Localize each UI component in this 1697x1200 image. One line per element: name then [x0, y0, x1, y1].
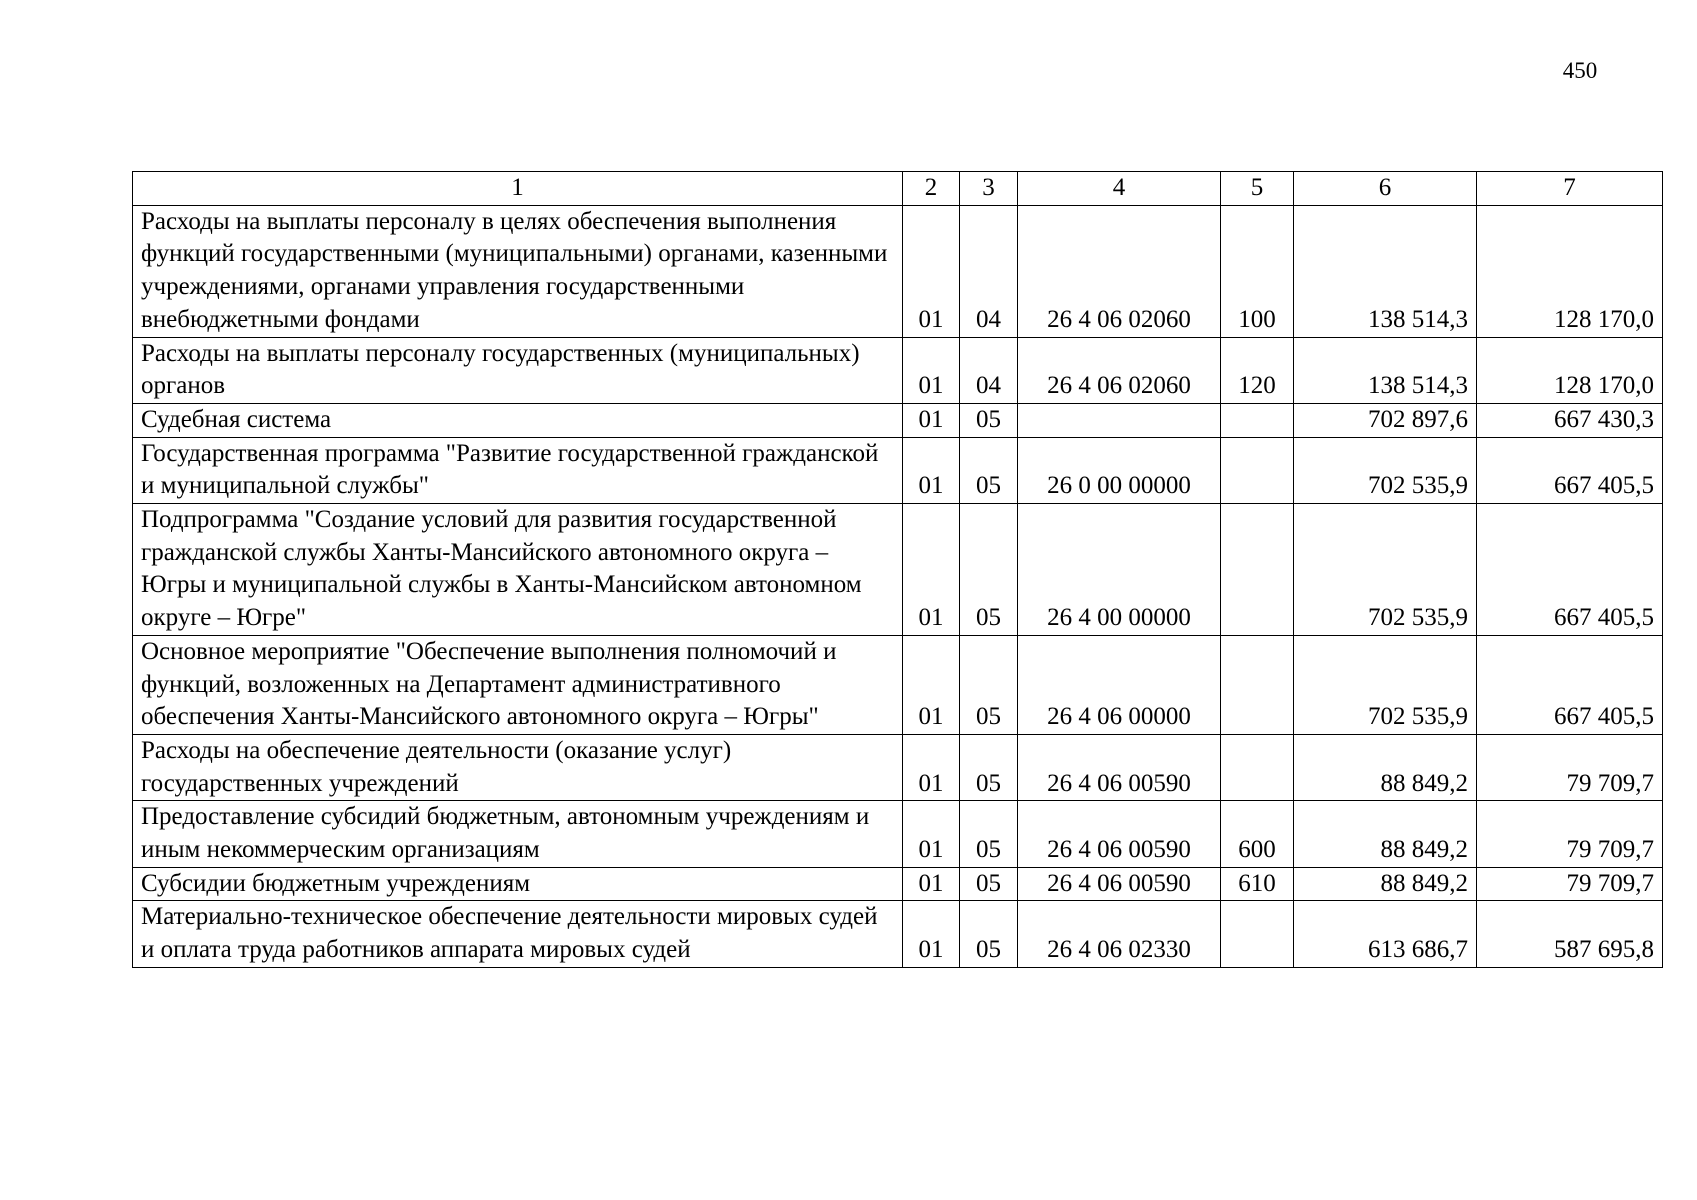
page-number: 450	[1562, 58, 1598, 83]
expense-type-cell	[1221, 504, 1294, 636]
section-code-cell: 01	[903, 901, 960, 967]
amount-year2-cell: 128 170,0	[1477, 337, 1663, 403]
expense-type-cell	[1221, 734, 1294, 800]
target-article-cell: 26 4 06 00590	[1018, 734, 1221, 800]
table-row	[133, 635, 1663, 734]
section-code-cell: 01	[903, 867, 960, 901]
amount-year1-cell: 702 535,9	[1294, 437, 1477, 503]
row-name-cell: Расходы на обеспечение деятельности (оказание услуг) государственных учреждений	[133, 734, 903, 800]
expense-type-cell	[1221, 635, 1294, 734]
section-code-cell: 01	[903, 403, 960, 437]
row-name-cell: Основное мероприятие "Обеспечение выполнения полномочий и функций, возложенных на Департамент административного обеспечения Ханты-Мансийского автономного округа – Югры"	[133, 635, 903, 734]
row-name-cell: Субсидии бюджетным учреждениям	[133, 867, 903, 901]
subsection-code-cell: 05	[960, 437, 1018, 503]
table-row	[133, 504, 1663, 636]
target-article-cell: 26 4 06 00590	[1018, 801, 1221, 867]
target-article-cell	[1018, 403, 1221, 437]
subsection-code-cell: 05	[960, 867, 1018, 901]
column-header: 7	[1477, 172, 1663, 206]
amount-year1-cell: 702 897,6	[1294, 403, 1477, 437]
amount-year1-cell: 138 514,3	[1294, 337, 1477, 403]
column-header: 5	[1221, 172, 1294, 206]
section-code-cell: 01	[903, 337, 960, 403]
amount-year1-cell: 702 535,9	[1294, 635, 1477, 734]
expense-type-cell: 610	[1221, 867, 1294, 901]
expense-type-cell	[1221, 901, 1294, 967]
subsection-code-cell: 05	[960, 403, 1018, 437]
table-row	[133, 437, 1663, 503]
amount-year2-cell: 79 709,7	[1477, 867, 1663, 901]
amount-year2-cell: 667 405,5	[1477, 635, 1663, 734]
amount-year2-cell: 667 405,5	[1477, 504, 1663, 636]
subsection-code-cell: 05	[960, 801, 1018, 867]
column-header: 4	[1018, 172, 1221, 206]
section-code-cell: 01	[903, 734, 960, 800]
table-row	[133, 867, 1663, 901]
row-name-cell: Расходы на выплаты персоналу государственных (муниципальных) органов	[133, 337, 903, 403]
amount-year2-cell: 128 170,0	[1477, 205, 1663, 337]
table-row	[133, 734, 1663, 800]
expense-type-cell	[1221, 403, 1294, 437]
amount-year2-cell: 667 430,3	[1477, 403, 1663, 437]
subsection-code-cell: 04	[960, 337, 1018, 403]
table-row	[133, 205, 1663, 337]
amount-year2-cell: 667 405,5	[1477, 437, 1663, 503]
amount-year1-cell: 702 535,9	[1294, 504, 1477, 636]
column-header: 2	[903, 172, 960, 206]
table-row	[133, 337, 1663, 403]
table-header-row	[133, 172, 1663, 206]
section-code-cell: 01	[903, 437, 960, 503]
amount-year1-cell: 613 686,7	[1294, 901, 1477, 967]
amount-year1-cell: 138 514,3	[1294, 205, 1477, 337]
row-name-cell: Предоставление субсидий бюджетным, автономным учреждениям и иным некоммерческим организациям	[133, 801, 903, 867]
subsection-code-cell: 05	[960, 635, 1018, 734]
column-header: 3	[960, 172, 1018, 206]
section-code-cell: 01	[903, 635, 960, 734]
subsection-code-cell: 05	[960, 734, 1018, 800]
subsection-code-cell: 05	[960, 504, 1018, 636]
target-article-cell: 26 4 06 02330	[1018, 901, 1221, 967]
expense-type-cell: 600	[1221, 801, 1294, 867]
budget-table	[132, 171, 1663, 968]
section-code-cell: 01	[903, 504, 960, 636]
target-article-cell: 26 4 06 02060	[1018, 337, 1221, 403]
expense-type-cell: 100	[1221, 205, 1294, 337]
amount-year2-cell: 587 695,8	[1477, 901, 1663, 967]
amount-year2-cell: 79 709,7	[1477, 801, 1663, 867]
row-name-cell: Материально-техническое обеспечение деятельности мировых судей и оплата труда работников аппарата мировых судей	[133, 901, 903, 967]
table-row	[133, 801, 1663, 867]
expense-type-cell	[1221, 437, 1294, 503]
amount-year2-cell: 79 709,7	[1477, 734, 1663, 800]
column-header: 6	[1294, 172, 1477, 206]
amount-year1-cell: 88 849,2	[1294, 734, 1477, 800]
expense-type-cell: 120	[1221, 337, 1294, 403]
target-article-cell: 26 4 00 00000	[1018, 504, 1221, 636]
amount-year1-cell: 88 849,2	[1294, 801, 1477, 867]
section-code-cell: 01	[903, 801, 960, 867]
target-article-cell: 26 4 06 02060	[1018, 205, 1221, 337]
row-name-cell: Государственная программа "Развитие государственной гражданской и муниципальной службы"	[133, 437, 903, 503]
section-code-cell: 01	[903, 205, 960, 337]
column-header: 1	[133, 172, 903, 206]
row-name-cell: Подпрограмма "Создание условий для развития государственной гражданской службы Ханты-Мансийского автономного округа – Югры и муниципальной службы в Ханты-Мансийском автономном округе – Югре"	[133, 504, 903, 636]
table-row	[133, 901, 1663, 967]
amount-year1-cell: 88 849,2	[1294, 867, 1477, 901]
subsection-code-cell: 04	[960, 205, 1018, 337]
target-article-cell: 26 0 00 00000	[1018, 437, 1221, 503]
row-name-cell: Судебная система	[133, 403, 903, 437]
row-name-cell: Расходы на выплаты персоналу в целях обеспечения выполнения функций государственными (муниципальными) органами, казенными учреждениями, органами управления государственными внебюджетными фондами	[133, 205, 903, 337]
target-article-cell: 26 4 06 00590	[1018, 867, 1221, 901]
table-row	[133, 403, 1663, 437]
target-article-cell: 26 4 06 00000	[1018, 635, 1221, 734]
subsection-code-cell: 05	[960, 901, 1018, 967]
